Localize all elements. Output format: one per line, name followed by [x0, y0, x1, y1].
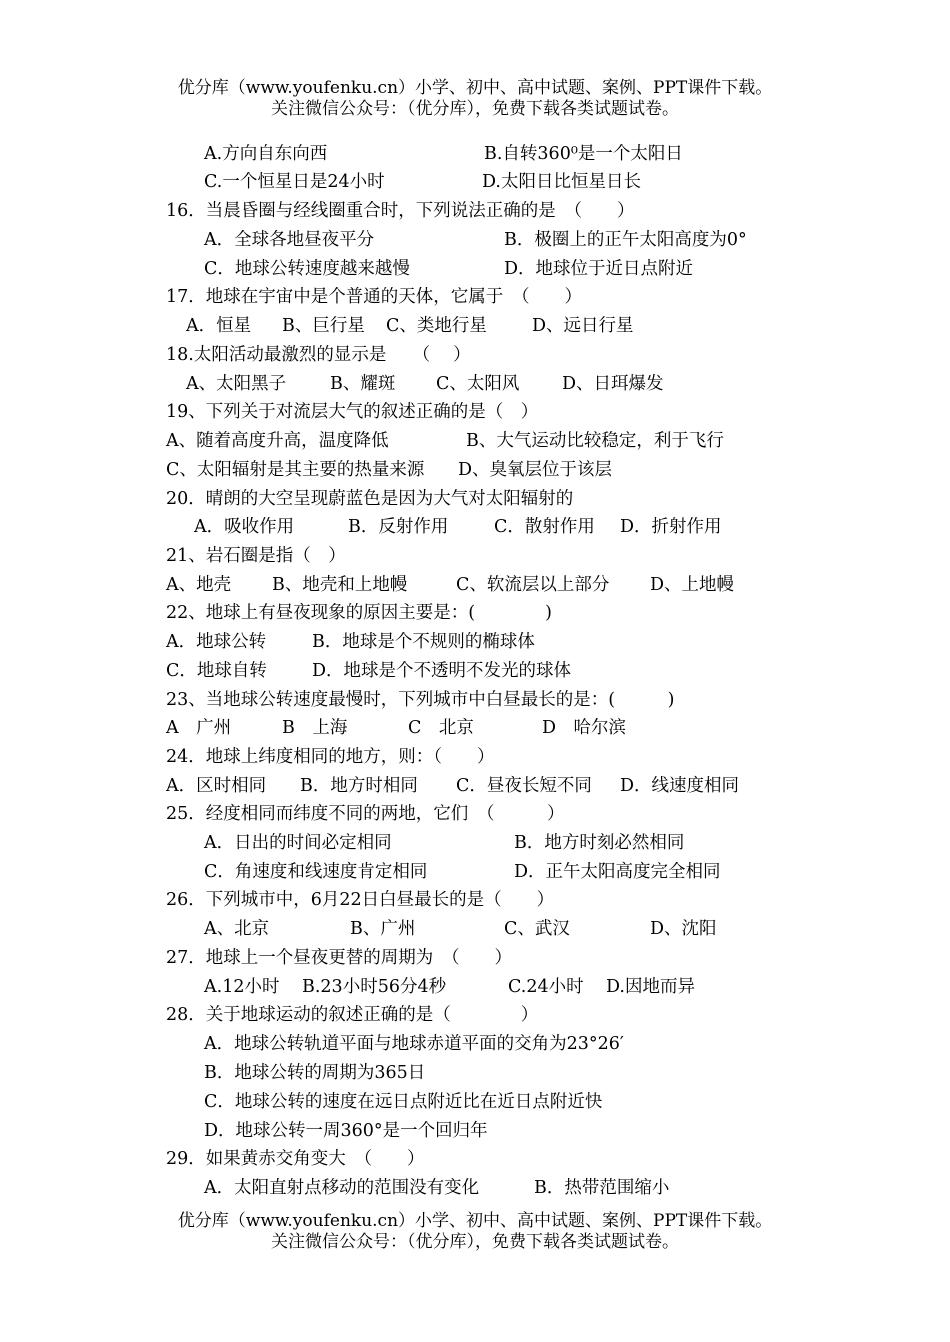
q22-option-d: D．地球是个不透明不发光的球体	[312, 661, 572, 681]
q24-option-d: D．线速度相同	[620, 776, 740, 796]
q19-option-d: D、臭氧层位于该层	[458, 460, 613, 480]
q28-stem: 28．关于地球运动的叙述正确的是（ ）	[166, 1005, 539, 1025]
q20-option-d: D．折射作用	[620, 517, 722, 537]
q16-stem: 16．当晨昏圈与经线圈重合时，下列说法正确的是 （ ）	[166, 201, 635, 221]
header-line-1: 优分库（www.youfenku.cn）小学、初中、高中试题、案例、PPT课件下载。	[177, 78, 773, 98]
q21-option-c: C、软流层以上部分	[456, 575, 610, 595]
q20-option-a: A．吸收作用	[194, 517, 295, 537]
q18-option-c: C、太阳风	[436, 374, 520, 394]
q25-option-c: C．角速度和线速度肯定相同	[204, 862, 428, 882]
footer-line-1: 优分库（www.youfenku.cn）小学、初中、高中试题、案例、PPT课件下载。	[177, 1211, 773, 1231]
q18-option-b: B、耀斑	[330, 374, 396, 394]
q20-stem: 20．晴朗的大空呈现蔚蓝色是因为大气对太阳辐射的	[166, 489, 574, 509]
q25-option-a: A．日出的时间必定相同	[204, 833, 392, 853]
q22-stem: 22、地球上有昼夜现象的原因主要是：( )	[166, 603, 552, 623]
q24-option-a: A．区时相同	[166, 776, 267, 796]
q28-option-d: D．地球公转一周360°是一个回归年	[204, 1121, 488, 1141]
q23-option-c: C 北京	[408, 718, 474, 738]
q25-stem: 25．经度相同而纬度不同的两地，它们 （ ）	[166, 804, 565, 824]
q28-option-b: B．地球公转的周期为365日	[204, 1063, 426, 1083]
q24-option-b: B．地方时相同	[300, 776, 418, 796]
q26-option-c: C、武汉	[504, 919, 570, 939]
q27-option-a: A.12小时	[204, 977, 280, 997]
q23-option-b: B 上海	[282, 718, 348, 738]
q24-option-c: C．昼夜长短不同	[456, 776, 592, 796]
footer-line-2: 关注微信公众号：（优分库），免费下载各类试题试卷。	[271, 1232, 679, 1252]
q22-option-b: B．地球是个不规则的椭球体	[312, 632, 535, 652]
q27-option-d: D.因地而异	[606, 977, 695, 997]
q23-option-d: D 哈尔滨	[542, 718, 627, 738]
q15-option-a: A.方向自东向西	[204, 144, 328, 164]
q29-option-b: B．热带范围缩小	[534, 1178, 670, 1198]
q20-option-b: B．反射作用	[348, 517, 449, 537]
q22-option-a: A．地球公转	[166, 632, 267, 652]
q17-option-d: D、远日行星	[532, 316, 634, 336]
q29-option-a: A．太阳直射点移动的范围没有变化	[204, 1178, 480, 1198]
q25-option-b: B．地方时刻必然相同	[514, 833, 685, 853]
q15-option-b: B.自转360⁰是一个太阳日	[484, 144, 683, 164]
q26-option-b: B、广州	[350, 919, 416, 939]
q17-option-c: C、类地行星	[386, 316, 487, 336]
q26-option-d: D、沈阳	[650, 919, 717, 939]
q16-option-a: A．全球各地昼夜平分	[204, 230, 375, 250]
q20-option-c: C．散射作用	[494, 517, 595, 537]
q18-option-d: D、日珥爆发	[562, 374, 664, 394]
q21-option-a: A、地壳	[166, 575, 232, 595]
q17-stem: 17．地球在宇宙中是个普通的天体，它属于 （ ）	[166, 287, 583, 307]
q26-option-a: A、北京	[204, 919, 270, 939]
q22-option-c: C．地球自转	[166, 661, 267, 681]
q15-option-c: C.一个恒星日是24小时	[204, 172, 385, 192]
q19-option-b: B、大气运动比较稳定，利于飞行	[466, 431, 724, 451]
q19-option-a: A、随着高度升高，温度降低	[166, 431, 389, 451]
q15-option-d: D.太阳日比恒星日长	[482, 172, 641, 192]
q19-option-c: C、太阳辐射是其主要的热量来源	[166, 460, 425, 480]
q28-option-c: C．地球公转的速度在远日点附近比在近日点附近快	[204, 1092, 603, 1112]
q18-stem: 18.太阳活动最激烈的显示是 （ ）	[166, 345, 471, 365]
q16-option-c: C．地球公转速度越来越慢	[204, 259, 410, 279]
q16-option-d: D．地球位于近日点附近	[504, 259, 694, 279]
q26-stem: 26．下列城市中，6月22日白昼最长的是（ ）	[166, 890, 555, 910]
q28-option-a: A．地球公转轨道平面与地球赤道平面的交角为23°26′	[204, 1034, 624, 1054]
q21-stem: 21、岩石圈是指（ ）	[166, 546, 346, 566]
q21-option-d: D、上地幔	[650, 575, 735, 595]
q24-stem: 24．地球上纬度相同的地方，则：（ ）	[166, 747, 495, 767]
q27-option-b: B.23小时56分4秒	[302, 977, 447, 997]
q27-option-c: C.24小时	[508, 977, 584, 997]
q29-stem: 29．如果黄赤交角变大 （ ）	[166, 1149, 425, 1169]
q17-option-b: B、巨行星	[282, 316, 365, 336]
q17-option-a: A．恒星	[186, 316, 252, 336]
q16-option-b: B．极圈上的正午太阳高度为0°	[504, 230, 747, 250]
q23-stem: 23、当地球公转速度最慢时，下列城市中白昼最长的是：( )	[166, 690, 675, 710]
q27-stem: 27．地球上一个昼夜更替的周期为 （ ）	[166, 948, 513, 968]
header-line-2: 关注微信公众号：（优分库），免费下载各类试题试卷。	[271, 99, 679, 119]
q23-option-a: A 广州	[166, 718, 232, 738]
q18-option-a: A、太阳黑子	[186, 374, 287, 394]
q25-option-d: D．正午太阳高度完全相同	[514, 862, 721, 882]
q19-stem: 19、下列关于对流层大气的叙述正确的是（ ）	[166, 402, 539, 422]
q21-option-b: B、地壳和上地幔	[272, 575, 408, 595]
